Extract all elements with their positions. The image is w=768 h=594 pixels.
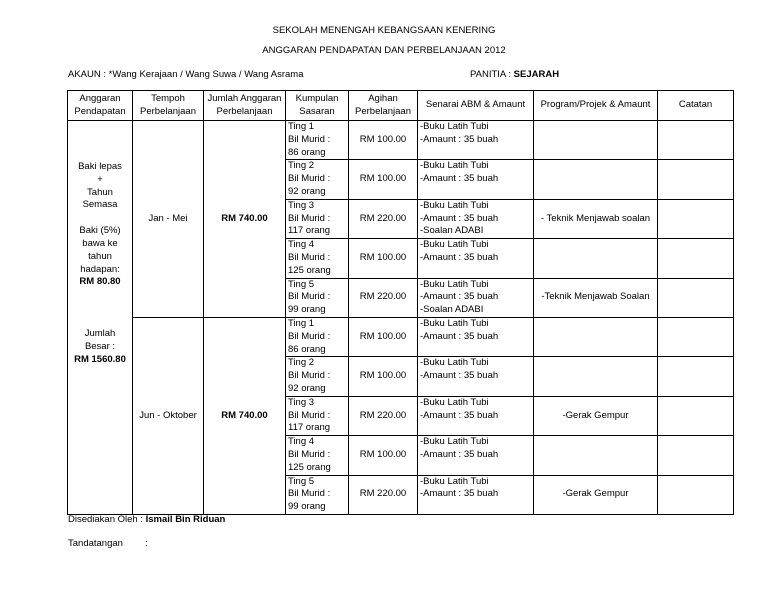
program-cell	[534, 436, 658, 475]
senarai-cell	[418, 475, 534, 514]
catatan-cell	[658, 396, 734, 435]
panitia-label: PANITIA :	[470, 69, 512, 80]
orang-count: 86 orang	[288, 343, 326, 355]
program-cell: -Teknik Menjawab Soalan	[534, 278, 658, 317]
document-title: ANGGARAN PENDAPATAN DAN PERBELANJAAN 2012	[262, 45, 506, 56]
disediakan-line	[68, 514, 225, 525]
disediakan-value: Ismail Bin Riduan	[145, 514, 226, 525]
sasaran-cell	[286, 160, 349, 199]
table-row	[68, 317, 734, 356]
program-cell	[534, 239, 658, 278]
disediakan-label: Disediakan Oleh :	[68, 514, 143, 525]
bil-murid-label: Bil Murid :	[288, 291, 331, 303]
agihan-cell: RM 100.00	[349, 121, 418, 160]
tempoh-cell: Jan - Mei	[133, 121, 204, 318]
abm-amaunt: -Amaunt : 35 buah	[420, 291, 499, 303]
program-cell: - Teknik Menjawab soalan	[534, 199, 658, 238]
orang-count: 117 orang	[288, 422, 331, 434]
senarai-cell	[418, 160, 534, 199]
pendapatan-text: hadapan:	[80, 263, 120, 275]
abm-amaunt: -Amaunt : 35 buah	[420, 330, 499, 342]
jumlah-cell	[204, 121, 286, 318]
program-cell	[534, 357, 658, 396]
pendapatan-text: Baki lepas	[78, 161, 122, 172]
sasaran-cell	[286, 436, 349, 475]
table-row	[68, 121, 734, 160]
sasaran-cell	[286, 317, 349, 356]
sasaran-cell	[286, 121, 349, 160]
agihan-cell: RM 100.00	[349, 239, 418, 278]
ting-label: Ting 3	[288, 199, 315, 211]
catatan-cell	[658, 121, 734, 160]
agihan-cell: RM 220.00	[349, 199, 418, 238]
orang-count: 86 orang	[288, 146, 326, 158]
abm-item: -Buku Latih Tubi	[420, 278, 489, 290]
catatan-cell	[658, 199, 734, 238]
sasaran-cell	[286, 475, 349, 514]
ting-label: Ting 2	[288, 160, 315, 172]
orang-count: 117 orang	[288, 225, 331, 237]
ting-label: Ting 3	[288, 396, 315, 408]
jumlah-value: RM 740.00	[221, 212, 268, 224]
sasaran-cell	[286, 278, 349, 317]
catatan-cell	[658, 357, 734, 396]
panitia-value: SEJARAH	[513, 69, 560, 80]
abm-item: -Buku Latih Tubi	[420, 396, 489, 408]
abm-amaunt: -Amaunt : 35 buah	[420, 448, 499, 460]
pendapatan-text: Semasa	[82, 199, 118, 211]
tandatangan-colon: :	[145, 538, 148, 549]
abm-amaunt: -Amaunt : 35 buah	[420, 488, 499, 500]
abm-amaunt: -Amaunt : 35 buah	[420, 212, 499, 224]
bil-murid-label: Bil Murid :	[288, 212, 331, 224]
senarai-cell	[418, 121, 534, 160]
ting-label: Ting 2	[288, 357, 315, 369]
agihan-cell: RM 100.00	[349, 436, 418, 475]
bil-murid-label: Bil Murid :	[288, 133, 331, 145]
program-cell	[534, 121, 658, 160]
orang-count: 125 orang	[288, 461, 331, 473]
bil-murid-label: Bil Murid :	[288, 370, 331, 382]
pendapatan-text: +	[97, 173, 103, 185]
sasaran-cell	[286, 396, 349, 435]
catatan-cell	[658, 436, 734, 475]
senarai-cell	[418, 317, 534, 356]
ting-label: Ting 5	[288, 278, 315, 290]
pendapatan-text: Tahun	[87, 186, 113, 198]
col-header-pendapatan: Anggaran Pendapatan	[68, 91, 133, 121]
bil-murid-label: Bil Murid :	[288, 409, 331, 421]
catatan-cell	[658, 239, 734, 278]
pendapatan-text: bawa ke	[82, 237, 118, 249]
ting-label: Ting 4	[288, 239, 315, 251]
abm-amaunt: -Amaunt : 35 buah	[420, 133, 499, 145]
pendapatan-text: tahun	[88, 250, 112, 262]
orang-count: 99 orang	[288, 501, 326, 513]
abm-item: -Buku Latih Tubi	[420, 317, 489, 329]
senarai-cell	[418, 357, 534, 396]
sasaran-cell	[286, 357, 349, 396]
senarai-cell	[418, 239, 534, 278]
catatan-cell	[658, 160, 734, 199]
bil-murid-label: Bil Murid :	[288, 173, 331, 185]
orang-count: 99 orang	[288, 304, 326, 316]
pendapatan-text: RM 1560.80	[74, 353, 126, 365]
senarai-cell	[418, 278, 534, 317]
col-header-tempoh: Tempoh Perbelanjaan	[133, 91, 204, 121]
pendapatan-text: Besar :	[84, 340, 116, 352]
sasaran-cell	[286, 239, 349, 278]
catatan-cell	[658, 317, 734, 356]
agihan-cell: RM 220.00	[349, 278, 418, 317]
program-cell: -Gerak Gempur	[534, 475, 658, 514]
abm-amaunt: -Amaunt : 35 buah	[420, 173, 499, 185]
senarai-cell	[418, 396, 534, 435]
jumlah-value: RM 740.00	[221, 409, 268, 421]
program-cell	[534, 317, 658, 356]
akaun-value: *Wang Kerajaan / Wang Suwa / Wang Asrama	[108, 69, 304, 80]
ting-label: Ting 4	[288, 436, 315, 448]
bil-murid-label: Bil Murid :	[288, 330, 331, 342]
pendapatan-text: Baki (5%)	[79, 225, 121, 237]
sasaran-cell	[286, 199, 349, 238]
pendapatan-text: Jumlah	[84, 328, 116, 340]
abm-item: -Buku Latih Tubi	[420, 121, 489, 132]
bil-murid-label: Bil Murid :	[288, 251, 331, 263]
ting-label: Ting 1	[288, 121, 315, 132]
agihan-cell: RM 100.00	[349, 357, 418, 396]
bil-murid-label: Bil Murid :	[288, 448, 331, 460]
bil-murid-label: Bil Murid :	[288, 488, 331, 500]
abm-extra: -Soalan ADABI	[420, 225, 484, 237]
col-header-program: Program/Projek & Amaunt	[534, 91, 658, 121]
agihan-cell: RM 220.00	[349, 396, 418, 435]
abm-item: -Buku Latih Tubi	[420, 357, 489, 369]
agihan-cell: RM 100.00	[349, 317, 418, 356]
abm-item: -Buku Latih Tubi	[420, 160, 489, 172]
school-title: SEKOLAH MENENGAH KEBANGSAAN KENERING	[272, 25, 496, 36]
orang-count: 92 orang	[288, 382, 326, 394]
col-header-sasaran: Kumpulan Sasaran	[286, 91, 349, 121]
senarai-cell	[418, 436, 534, 475]
agihan-cell: RM 220.00	[349, 475, 418, 514]
col-header-senarai: Senarai ABM & Amaunt	[418, 91, 534, 121]
catatan-cell	[658, 475, 734, 514]
agihan-cell: RM 100.00	[349, 160, 418, 199]
senarai-cell	[418, 199, 534, 238]
budget-table	[67, 90, 734, 515]
tempoh-cell: Jun - Oktober	[133, 317, 204, 514]
table-header-row	[68, 91, 734, 121]
col-header-jumlah: Jumlah Anggaran Perbelanjaan	[204, 91, 286, 121]
col-header-catatan: Catatan	[658, 91, 734, 121]
program-cell: -Gerak Gempur	[534, 396, 658, 435]
akaun-label: AKAUN :	[68, 69, 107, 80]
abm-item: -Buku Latih Tubi	[420, 436, 489, 448]
abm-amaunt: -Amaunt : 35 buah	[420, 370, 499, 382]
abm-item: -Buku Latih Tubi	[420, 475, 489, 487]
orang-count: 92 orang	[288, 185, 326, 197]
jumlah-cell	[204, 317, 286, 514]
abm-extra: -Soalan ADABI	[420, 304, 484, 316]
program-cell	[534, 160, 658, 199]
ting-label: Ting 5	[288, 475, 315, 487]
pendapatan-text: RM 80.80	[79, 276, 121, 288]
catatan-cell	[658, 278, 734, 317]
abm-amaunt: -Amaunt : 35 buah	[420, 409, 499, 421]
abm-item: -Buku Latih Tubi	[420, 239, 489, 251]
panitia-line	[470, 69, 559, 80]
pendapatan-cell	[68, 121, 133, 515]
abm-item: -Buku Latih Tubi	[420, 199, 489, 211]
orang-count: 125 orang	[288, 264, 331, 276]
col-header-agihan: Agihan Perbelanjaan	[349, 91, 418, 121]
ting-label: Ting 1	[288, 317, 315, 329]
abm-amaunt: -Amaunt : 35 buah	[420, 251, 499, 263]
akaun-line	[68, 69, 304, 80]
tandatangan-label: Tandatangan	[68, 538, 123, 549]
